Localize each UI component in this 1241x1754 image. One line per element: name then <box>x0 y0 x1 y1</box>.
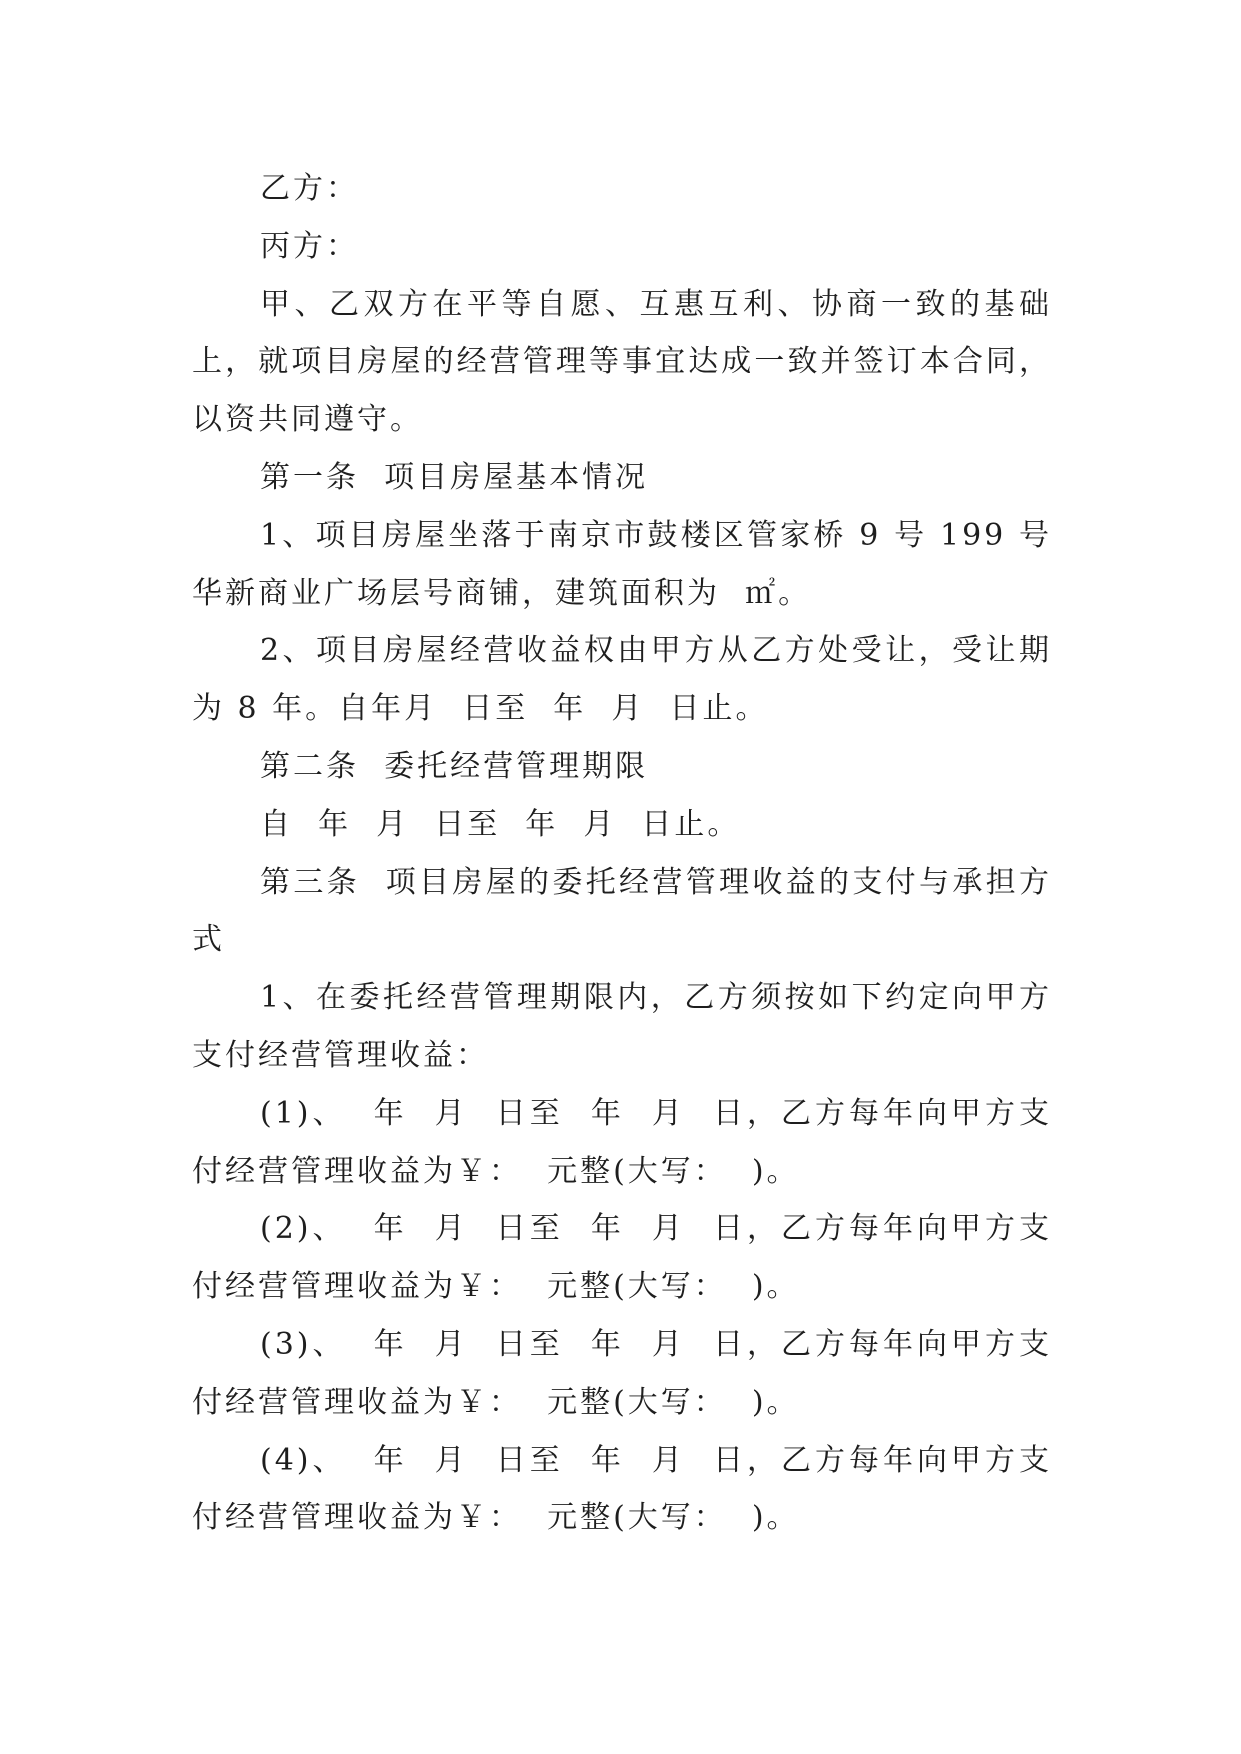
party-c-line: 丙方： <box>260 228 359 264</box>
article-1-clause-2: 2、项目房屋经营收益权由甲方从乙方处受让，受让期为 8 年。自年月 日至 年 月 日止。 <box>192 633 1052 727</box>
party-b-line: 乙方： <box>260 171 359 206</box>
preamble-paragraph: 甲、乙双方在平等自愿、互惠互利、协商一致的基础上，就项目房屋的经营管理等事宜达成一致并签订本合同，以资共同遵守。 <box>192 286 1052 438</box>
article-3-clause-1: 1、在委托经营管理期限内，乙方须按如下约定向甲方支付经营管理收益： <box>192 980 1052 1073</box>
payment-item-4: (4)、 年 月 日至 年 月 日，乙方每年向甲方支付经营管理收益为￥： 元整(大写： )。 <box>192 1442 1052 1536</box>
payment-item-2: (2)、 年 月 日至 年 月 日，乙方每年向甲方支付经营管理收益为￥： 元整(大写： )。 <box>192 1211 1052 1305</box>
article-2-heading: 第二条 委托经营管理期限 <box>260 748 649 784</box>
article-3-heading: 第三条 项目房屋的委托经营管理收益的支付与承担方式 <box>192 864 1052 958</box>
payment-item-1: (1)、 年 月 日至 年 月 日，乙方每年向甲方支付经营管理收益为￥： 元整(大写： )。 <box>192 1095 1052 1189</box>
contract-body <box>192 160 1052 1547</box>
article-2-term: 自 年 月 日至 年 月 日止。 <box>260 806 741 842</box>
article-1-clause-1: 1、项目房屋坐落于南京市鼓楼区管家桥 9 号 199 号华新商业广场层号商铺，建筑面积为 ㎡。 <box>192 517 1052 611</box>
payment-item-3: (3)、 年 月 日至 年 月 日，乙方每年向甲方支付经营管理收益为￥： 元整(大写： )。 <box>192 1326 1052 1420</box>
article-1-heading: 第一条 项目房屋基本情况 <box>260 459 649 495</box>
